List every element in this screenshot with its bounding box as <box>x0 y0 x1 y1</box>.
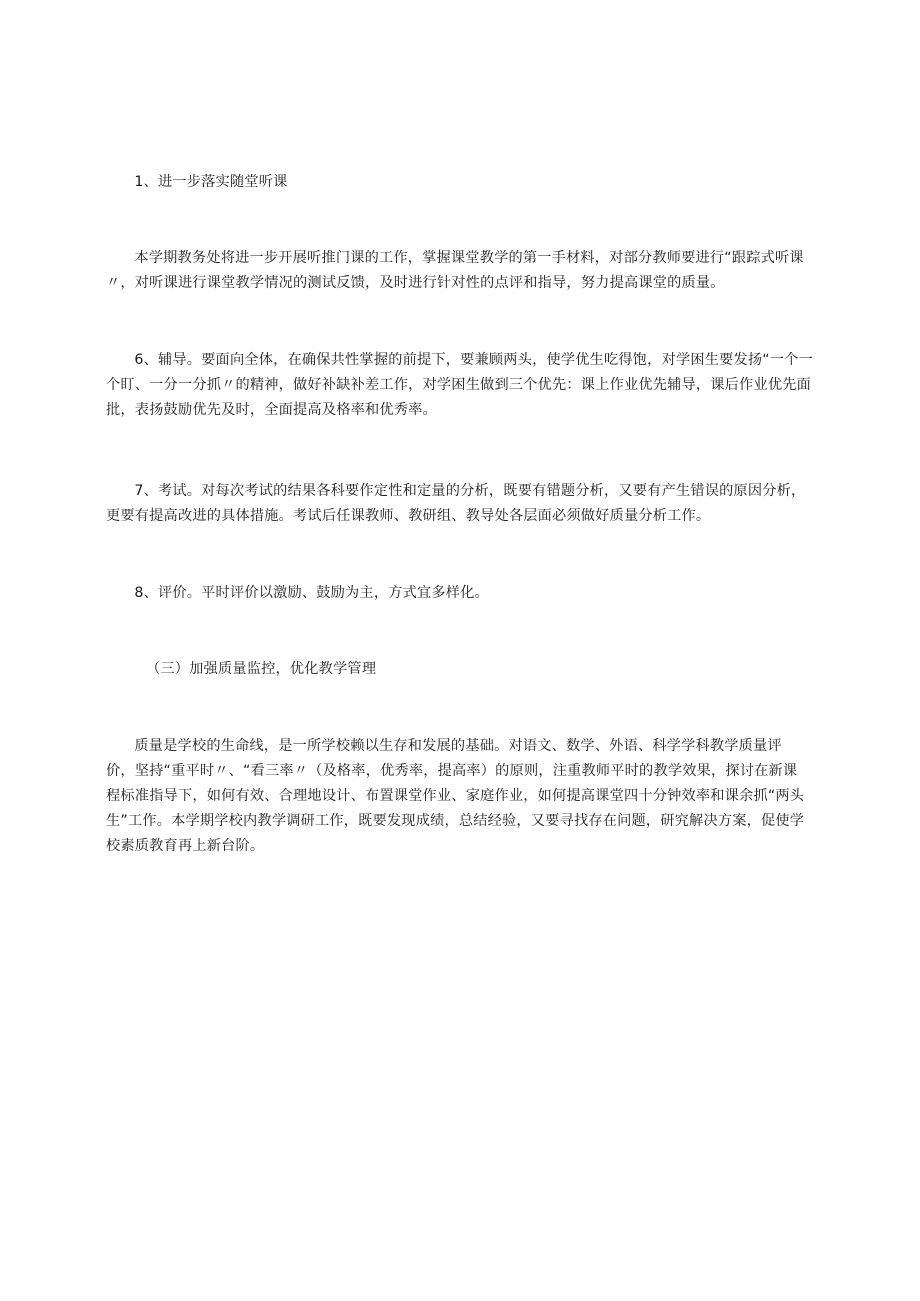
heading-listen-class: 1、进一步落实随堂听课 <box>134 174 288 190</box>
paragraph-quality: 质量是学校的生命线，是一所学校赖以生存和发展的基础。对语文、数学、外语、科学学科教学质量评价，坚持“重平时〃、“看三率〃（及格率，优秀率，提高率）的原则，注重教师平时的教学效果，探讨在新课程标准指导下，如何有效、合理地设计、布置课堂作业、家庭作业，如何提高课堂四十分钟效率和课余抓“两头生”工作。本学期学校内教学调研工作，既要发现成绩，总结经验，又要寻找存在问题，研究解决方案，促使学校素质教育再上新台阶。 <box>106 738 805 854</box>
paragraph-listen-class: 本学期教务处将进一步开展听推门课的工作，掌握课堂教学的第一手材料，对部分教师要进行“跟踪式听课〃，对听课进行课堂教学情况的测试反馈，及时进行针对性的点评和指导，努力提高课堂的质量。 <box>106 250 804 291</box>
paragraph-exams: 7、考试。对每次考试的结果各科要作定性和定量的分析，既要有错题分析，又要有产生错误的原因分析，更要有提高改进的具体措施。考试后任课教师、教研组、教导处各层面必须做好质量分析工作。 <box>106 483 806 524</box>
section-heading-quality: （三）加强质量监控，优化教学管理 <box>146 661 377 677</box>
paragraph-tutoring: 6、辅导。要面向全体，在确保共性掌握的前提下，要兼顾两头，使学优生吃得饱，对学困生要发扬“一个一个盯、一分一分抓〃的精神，做好补缺补差工作，对学困生做到三个优先：课上作业优先辅导，课后作业优先面批，表扬鼓励优先及时，全面提高及格率和优秀率。 <box>106 352 813 418</box>
paragraph-evaluation: 8、评价。平时评价以激励、鼓励为主，方式宜多样化。 <box>134 585 489 601</box>
